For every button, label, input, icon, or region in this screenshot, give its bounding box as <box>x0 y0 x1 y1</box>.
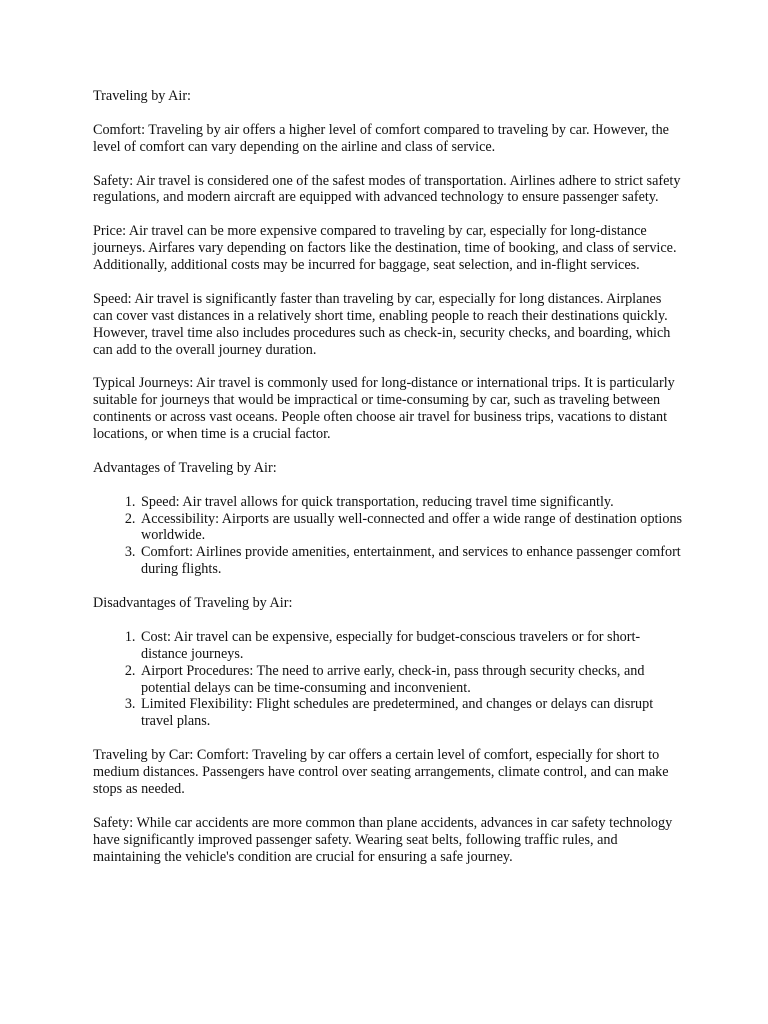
disadvantages-heading: Disadvantages of Traveling by Air: <box>93 595 293 612</box>
paragraph-safety: Safety: Air travel is considered one of the safest modes of transportation. Airlines adhere to strict safety regulations, and modern aircraft are equipped with advanced technology to ensure passenger safety. <box>93 172 681 206</box>
paragraph-car-safety: Safety: While car accidents are more common than plane accidents, advances in car safety technology have significantly improved passenger safety. Wearing seat belts, following traffic rules, and maintaining the vehicle's condition are crucial for ensuring a safe journey. <box>93 814 673 865</box>
advantages-heading: Advantages of Traveling by Air: <box>93 459 277 476</box>
list-item: 2. Airport Procedures: The need to arrive early, check-in, pass through security checks, and potential delays can be time-consuming and inconvenient. <box>139 663 683 697</box>
paragraph-price: Price: Air travel can be more expensive compared to traveling by car, especially for long-distance journeys. Airfares vary depending on factors like the destination, time of booking, and class of service. Additionally, additional costs may be incurred for baggage, seat selection, and in-flight services. <box>93 223 677 274</box>
disadvantages-list <box>93 629 683 730</box>
document-title: Traveling by Air: <box>93 88 192 104</box>
document-page <box>93 88 683 882</box>
paragraph-speed: Speed: Air travel is significantly faster than traveling by car, especially for long distances. Airplanes can cover vast distances in a relatively short time, enabling people to reach their destinations quickly. However, travel time also includes procedures such as check-in, security checks, and boarding, which can add to the overall journey duration. <box>93 290 671 358</box>
list-item: 1. Cost: Air travel can be expensive, especially for budget-conscious travelers or for short-distance journeys. <box>139 629 683 663</box>
paragraph-car-comfort: Traveling by Car: Comfort: Traveling by car offers a certain level of comfort, especially for short to medium distances. Passengers have control over seating arrangements, climate control, and can make stops as needed. <box>93 747 669 797</box>
paragraph-typical-journeys: Typical Journeys: Air travel is commonly used for long-distance or international trips. It is particularly suitable for journeys that would be impractical or time-consuming by car, such as traveling between continents or across vast oceans. People often choose air travel for business trips, vacations to distant locations, or when time is a crucial factor. <box>93 375 675 443</box>
list-item: 3. Comfort: Airlines provide amenities, entertainment, and services to enhance passenger comfort during flights. <box>139 544 683 578</box>
list-item: 2. Accessibility: Airports are usually well-connected and offer a wide range of destination options worldwide. <box>139 511 683 545</box>
list-item: 1. Speed: Air travel allows for quick transportation, reducing travel time significantly. <box>139 494 683 511</box>
paragraph-comfort: Comfort: Traveling by air offers a higher level of comfort compared to traveling by car. However, the level of comfort can vary depending on the airline and class of service. <box>93 121 669 155</box>
list-item: 3. Limited Flexibility: Flight schedules are predetermined, and changes or delays can disrupt travel plans. <box>139 696 683 730</box>
advantages-list <box>93 494 683 579</box>
